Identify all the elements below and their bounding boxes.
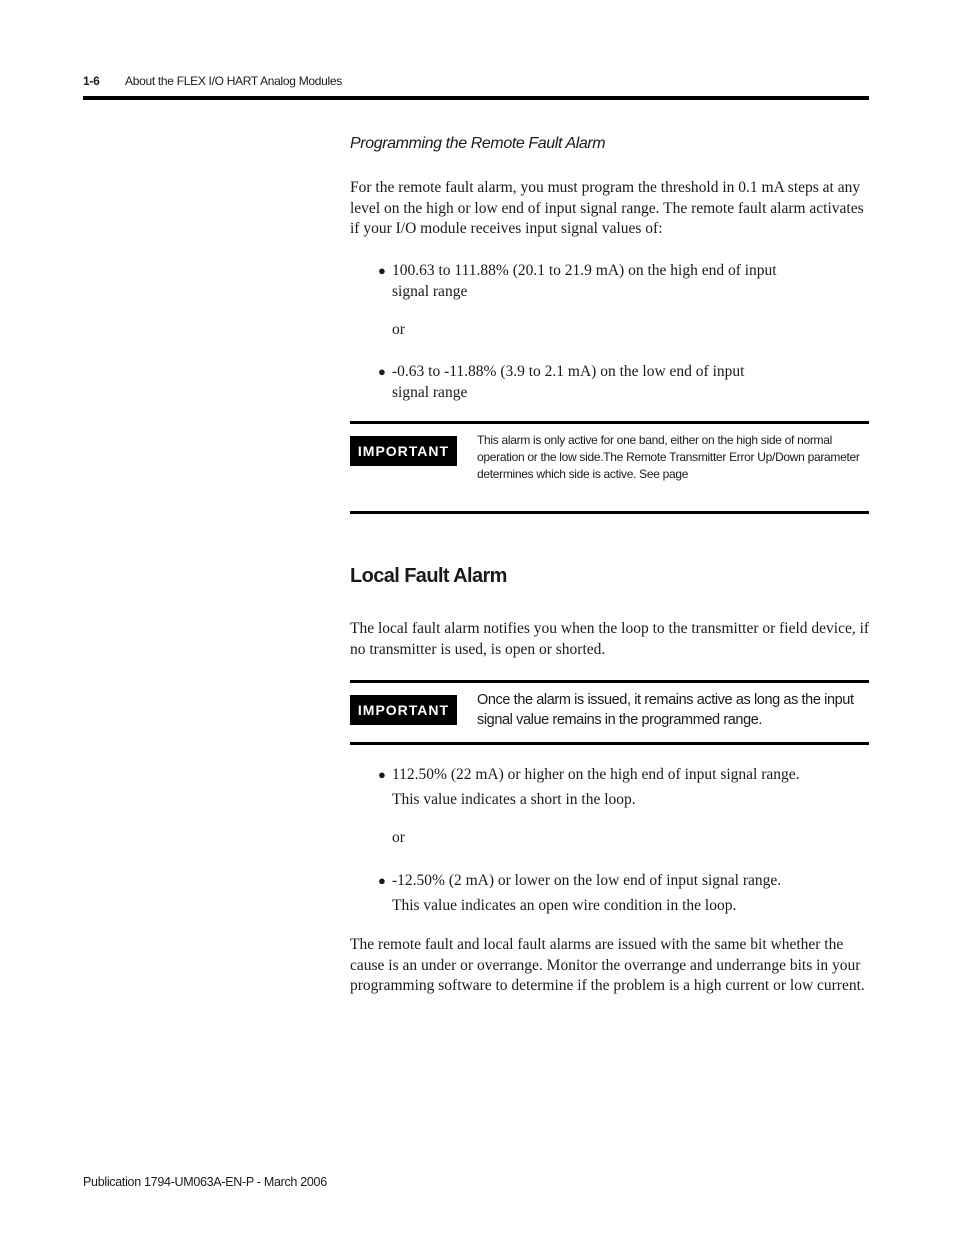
important-callout-remote [350,421,869,516]
callout-top-rule [350,680,869,683]
bullet-text-note: This value indicates a short in the loop. [392,791,636,808]
or-separator: or [392,321,405,338]
header-rule [83,96,869,100]
remote-fault-intro: For the remote fault alarm, you must program the threshold in 0.1 mA steps at any level on the high or low end of input signal range. The remote fault alarm activates if your I/O module receives input signal values of: [350,179,864,237]
local-bullet-high [378,764,858,814]
important-text: This alarm is only active for one band, either on the high side of normal operation or the low side.The Remote Transmitter Error Up/Down parameter determines which side is active. See page [477,433,860,481]
callout-top-rule [350,421,869,424]
bullet-text-note: This value indicates an open wire condition in the loop. [392,897,737,914]
bullet-text: 112.50% (22 mA) or higher on the high end of input signal range. [392,766,800,783]
remote-fault-subheading: Programming the Remote Fault Alarm [350,135,606,152]
bullet-dot: ● [378,364,386,379]
page-header [83,72,869,102]
local-bullet-low [378,870,858,920]
bullet-text: -12.50% (2 mA) or lower on the low end of input signal range. [392,872,782,889]
important-callout-local [350,680,869,747]
callout-bottom-rule [350,511,869,514]
bullet-text: 100.63 to 111.88% (20.1 to 21.9 mA) on the high end of input signal range [392,262,777,300]
bullet-dot: ● [378,767,386,782]
running-title: About the FLEX I/O HART Analog Modules [125,74,342,88]
bullet-text: -0.63 to -11.88% (3.9 to 2.1 mA) on the low end of input signal range [392,363,745,401]
publication-footer: Publication 1794-UM063A-EN-P - March 2006 [83,1175,327,1189]
or-separator: or [392,829,405,846]
important-label: IMPORTANT [350,695,457,725]
callout-bottom-rule [350,742,869,745]
closing-paragraph: The remote fault and local fault alarms are issued with the same bit whether the cause is an under or overrange. Monitor the overrange and underrange bits in your programming software to determine if the problem is a high current or low current. [350,936,865,994]
bullet-dot: ● [378,873,386,888]
bullet-dot: ● [378,263,386,278]
section-heading: Local Fault Alarm [350,565,507,587]
important-label: IMPORTANT [350,436,457,466]
local-fault-intro: The local fault alarm notifies you when the loop to the transmitter or field device, if no transmitter is used, is open or shorted. [350,620,870,658]
important-text: Once the alarm is issued, it remains active as long as the input signal value remains in the programmed range. [477,692,854,728]
page-number: 1-6 [83,74,100,88]
